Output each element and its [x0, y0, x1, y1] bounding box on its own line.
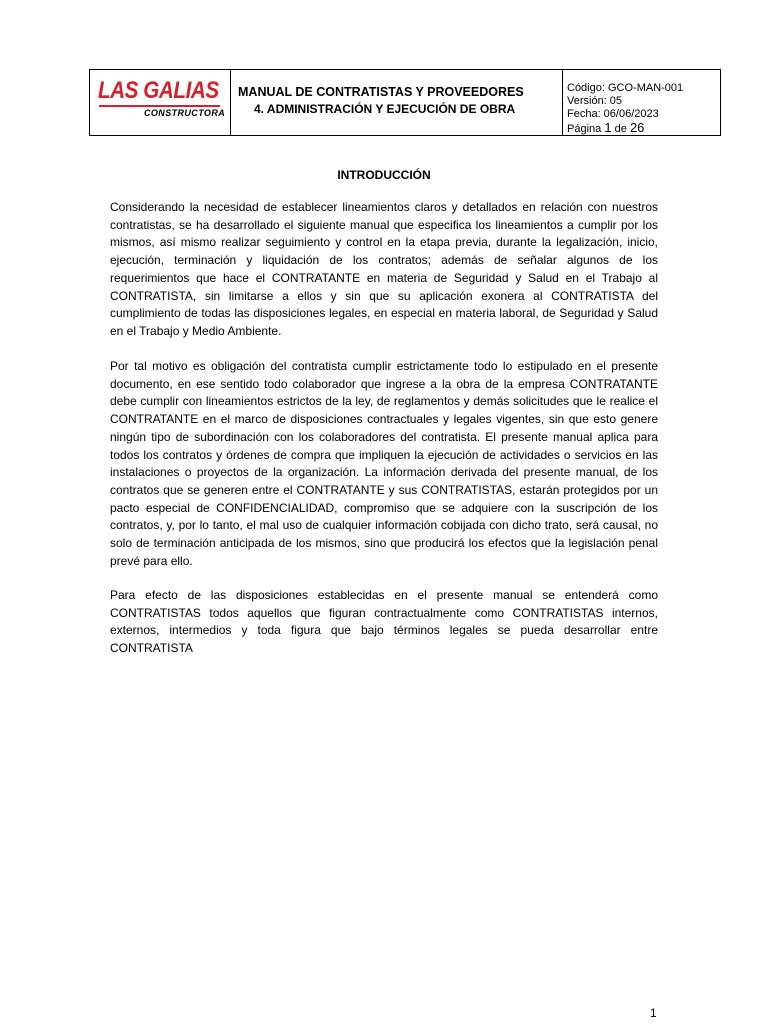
page-total: 26 [629, 120, 645, 135]
document-version: Versión: 05 [567, 95, 623, 107]
paragraph-1: Considerando la necesidad de establecer lineamientos claros y detallados en relación con nuestros contratistas, se ha desarrollado el siguiente manual que especifica los lineamientos a cumplir por los mismos, así mismo realizar seguimiento y control en la etapa previa, durante la legalización, inicio, ejecución, terminación y liquidación de los contratos; además de señalar algunos de los requerimientos que hace el CONTRATANTE en materia de Seguridad y Salud en el Trabajo al CONTRATISTA, sin limitarse a ellos y sin que su aplicación exonera al CONTRATISTA del cumplimiento de todas las disposiciones legales, en especial en materia laboral, de Seguridad y Salud en el Trabajo y Medio Ambiente. [110, 200, 658, 338]
page-current: 1 [604, 120, 612, 135]
header-meta-cell [563, 70, 720, 135]
logo-underline [99, 105, 220, 107]
document-code: Código: GCO-MAN-001 [567, 82, 684, 94]
logo-subtitle: CONSTRUCTORA [144, 108, 226, 118]
page-label: Página [567, 123, 602, 135]
page-indicator [567, 120, 644, 135]
page-of: de [614, 123, 627, 135]
manual-title: MANUAL DE CONTRATISTAS Y PROVEEDORES [238, 85, 524, 99]
document-date: Fecha: 06/06/2023 [567, 108, 659, 120]
logo-name: LAS GALIAS [98, 77, 219, 104]
document-header [89, 69, 721, 136]
company-logo [90, 70, 231, 135]
footer-page-number: 1 [650, 1006, 657, 1020]
header-title-cell [231, 70, 563, 135]
paragraph-2: Por tal motivo es obligación del contratista cumplir estrictamente todo lo estipulado en el presente documento, en ese sentido todo colaborador que ingrese a la obra de la empresa CONTRATANTE debe cumplir con lineamientos estrictos de la ley, de reglamentos y demás solicitudes que le realice el CONTRATANTE en el marco de disposiciones contractuales y legales vigentes, sin que esto genere ningún tipo de subordinación con los colaboradores del contratista. El presente manual aplica para todos los contratos y órdenes de compra que impliquen la ejecución de actividades o servicios en las instalaciones o proyectos de la organización. La información derivada del presente manual, de los contratos que se generen entre el CONTRATANTE y sus CONTRATISTAS, estarán protegidos por un pacto especial de CONFIDENCIALIDAD, compromiso que se adquiere con la suscripción de los contratos, y, por lo tanto, el mal uso de cualquier información cobijada con dicho trato, será causal, no solo de terminación anticipada de los mismos, sino que producirá los efectos que la legislación penal prevé para ello. [110, 359, 658, 568]
section-heading: INTRODUCCIÓN [337, 168, 431, 182]
section-title: 4. ADMINISTRACIÓN Y EJECUCIÓN DE OBRA [254, 102, 516, 116]
paragraph-3: Para efecto de las disposiciones establecidas en el presente manual se entenderá como CONTRATISTAS todos aquellos que figuran contractualmente como CONTRATISTAS internos, externos, intermedios y toda figura que bajo términos legales se pueda desarrollar entre CONTRATISTA [110, 588, 658, 656]
